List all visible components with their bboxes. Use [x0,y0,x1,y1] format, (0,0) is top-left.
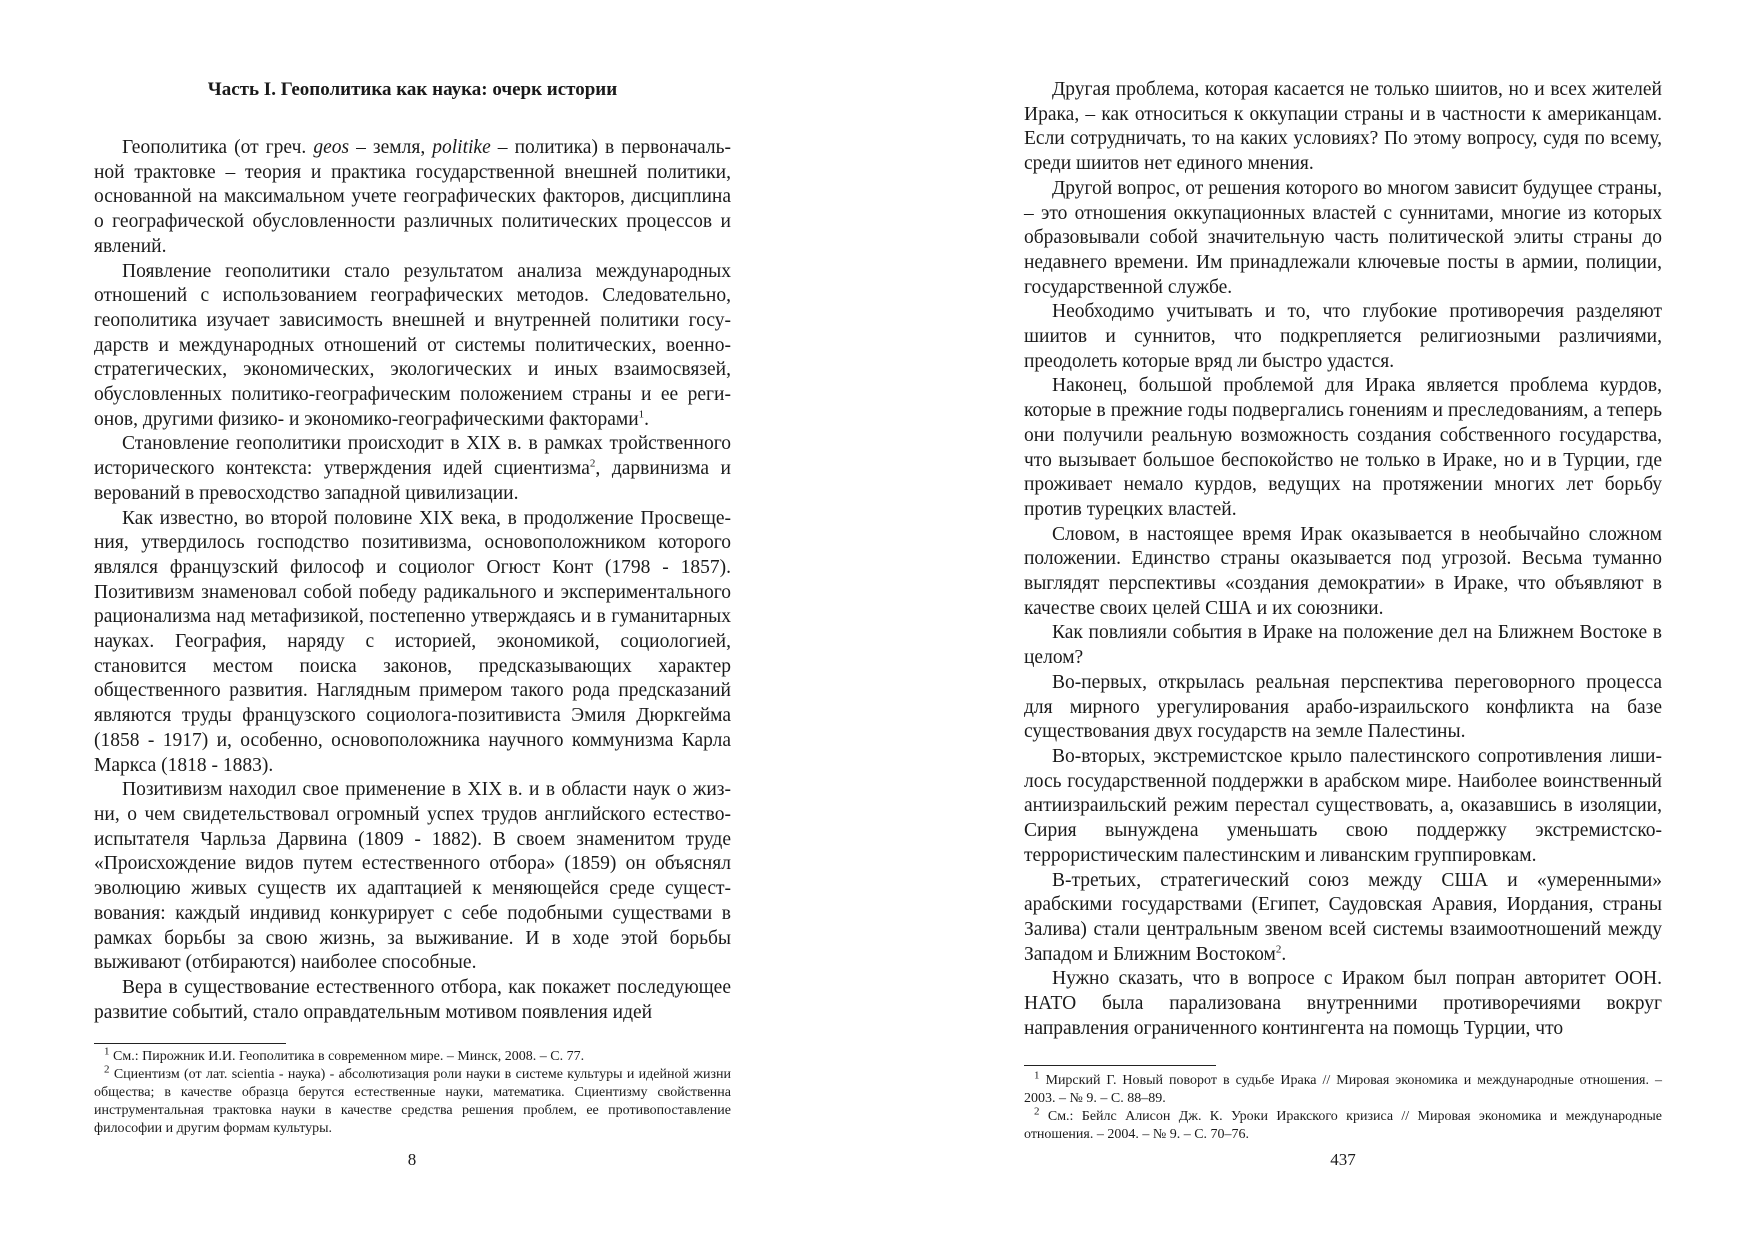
left-page [0,0,874,1241]
paragraph: Как известно, во второй половине XIX века, в продолжение Просвещения, утвердилось господство позитивизма, основоположником которого являлся французский философ и социолог Огюст Конт (1798 - 1857). Позитивизм знаменовал собой победу радикального и экспериментального рационализма над метафизикой, постепенно утверждаясь и в гуманитарных науках. География, наряду с историей, экономикой, социологией, становится местом поиска законов, предсказывающих характер общественного развития. Наглядным примером такого рода предсказаний являются труды французского социолога-позитивиста Эмиля Дюркгейма (1858 - 1917) и, особенно, основоположника научного коммунизма Карла Маркса (1818 - 1883). [94,507,731,776]
paragraph: Появление геополитики стало результатом анализа международных отношений с использованием географических методов. Следовательно, геополитика изучает зависимость внешней и внутренней политики государств и международных отношений от системы политических, военно-стратегических, экономических, экологических и иных взаимосвязей, обусловленных политико-географическим положением страны и ее регионов, другими физико- и экономико-географическими факторами$^1$. [94,260,731,430]
footnote-ref: 2 [589,457,596,470]
footnote-rule [1024,1065,1216,1066]
paragraph: Необходимо учитывать и то, что глубокие противоречия разделяют шиитов и суннитов, что подкрепляется религиозными различиями, преодолеть которые вряд ли быстро удастся. [1024,301,1662,372]
footnote: $^2$ См.: Бейлс Алисон Дж. К. Уроки Иракского кризиса // Мировая экономика и международные отношения. – 2004. – № 9. – С. 70–76. [1024,1105,1662,1142]
paragraph: Другая проблема, которая касается не только шиитов, но и всех жителей Ирака, – как относиться к оккупации страны и в частности к американцам. Если сотрудничать, то на каких условиях? По этому вопросу, судя по всему, среди шиитов нет единого мнения. [1024,79,1662,175]
left-text-column [94,78,731,1025]
footnote-ref: 2 [1275,943,1282,956]
chapter-heading: Часть I. Геополитика как наука: очерк истории [207,79,618,100]
paragraph: Геополитика (от греч. geos – земля, politike – политика) в первоначальной трактовке – теория и практика государственной внешней политики, основанной на максимальном учете географических факторов, дисциплина о географической обусловленности различных политических процессов и явлений. [94,137,731,257]
paragraph: Вера в существование естественного отбора, как покажет последующее развитие событий, стало оправдательным мотивом появления идей [94,976,731,1023]
page-number: 437 [1330,1150,1356,1169]
paragraph: Нужно сказать, что в вопросе с Ираком был попран авторитет ООН. НАТО была парализована внутренними противоречиями вокруг направления ограниченного контингента на помощь Турции, что [1024,968,1662,1039]
paragraph: Словом, в настоящее время Ирак оказывается в необычайно сложном положении. Единство страны оказывается под угрозой. Весьма туманно выглядят перспективы «создания демократии» в Ираке, что объявляют в качестве своих целей США и их союзники. [1024,523,1662,619]
paragraph: Во-вторых, экстремистское крыло палестинского сопротивления лишилось государственной поддержки в арабском мире. Наиболее воинственный антиизраильский режим перестал существовать, а, оказавшись в изоляции, Сирия вынуждена уменьшать свою поддержку экстремистско-террористическим палестинским и ливанским группировкам. [1024,745,1662,866]
footnote-rule [94,1043,286,1044]
page-number: 8 [407,1150,417,1169]
right-page [875,0,1749,1241]
footnote-ref: 1 [638,408,645,421]
paragraph: Другой вопрос, от решения которого во многом зависит будущее страны, – это отношения оккупационных властей с суннитами, многие из которых образовывали собой значительную часть политической элиты страны до недавнего времени. Им принадлежали ключевые посты в армии, полиции, государственной службе. [1024,177,1662,298]
footnote: $^1$ См.: Пирожник И.И. Геополитика в современном мире. – Минск, 2008. – С. 77. [104,1045,585,1064]
footnotes [1024,1069,1662,1144]
paragraph: Становление геополитики происходит в XIX в. в рамках тройственного исторического контекста: утверждения идей сциентизма$^2$, дарвинизма и верований в превосходство западной цивилизации. [94,433,731,504]
paragraph: Наконец, большой проблемой для Ирака является проблема курдов, которые в прежние годы подвергались гонениям и преследованиям, а теперь они получили реальную возможность создания собственного государства, что вызывает большое беспокойство не только в Ираке, но и в Турции, где проживает немало курдов, ведущих на протяжении многих лет борьбу против турецких властей. [1024,375,1662,520]
paragraph: В-третьих, стратегический союз между США и «умеренными» арабскими государствами (Египет, Саудовская Аравия, Иордания, страны Залива) стали центральным звеном всей системы взаимоотношений между Западом и Ближним Востоком$^2$. [1024,869,1662,965]
footnotes [94,1045,731,1138]
paragraph: Позитивизм находил свое применение в XIX в. и в области наук о жизни, о чем свидетельствовал огромный успех трудов английского естествоиспытателя Чарльза Дарвина (1809 - 1882). В своем знаменитом труде «Происхождение видов путем естественного отбора» (1859) он объяснял эволюцию живых существ их адаптацией к меняющейся среде существования: каждый индивид конкурирует с себе подобными существами в рамках борьбы за свою жизнь, за выживание. И в ходе этой борьбы выживают (отбираются) наиболее способные. [94,779,731,974]
paragraph: Во-первых, открылась реальная перспектива переговорного процесса для мирного урегулирования арабо-израильского конфликта на базе существования двух государств на земле Палестины. [1024,671,1662,743]
footnote: $^2$ Сциентизм (от лат. scientia - наука) - абсолютизация роли науки в системе культуры и идейной жизни общества; в качестве образца берутся естественные науки, математика. Сциентизму свойственна инструментальная трактовка науки в качестве средства решения проблем, ее противопоставление философии и другим формам культуры. [94,1063,731,1136]
right-text-column [1024,78,1662,1041]
footnote: $^1$ Мирский Г. Новый поворот в судьбе Ирака // Мировая экономика и международные отношения. – 2003. – № 9. – С. 88–89. [1024,1069,1662,1106]
paragraph: Как повлияли события в Ираке на положение дел на Ближнем Востоке в целом? [1024,622,1662,669]
